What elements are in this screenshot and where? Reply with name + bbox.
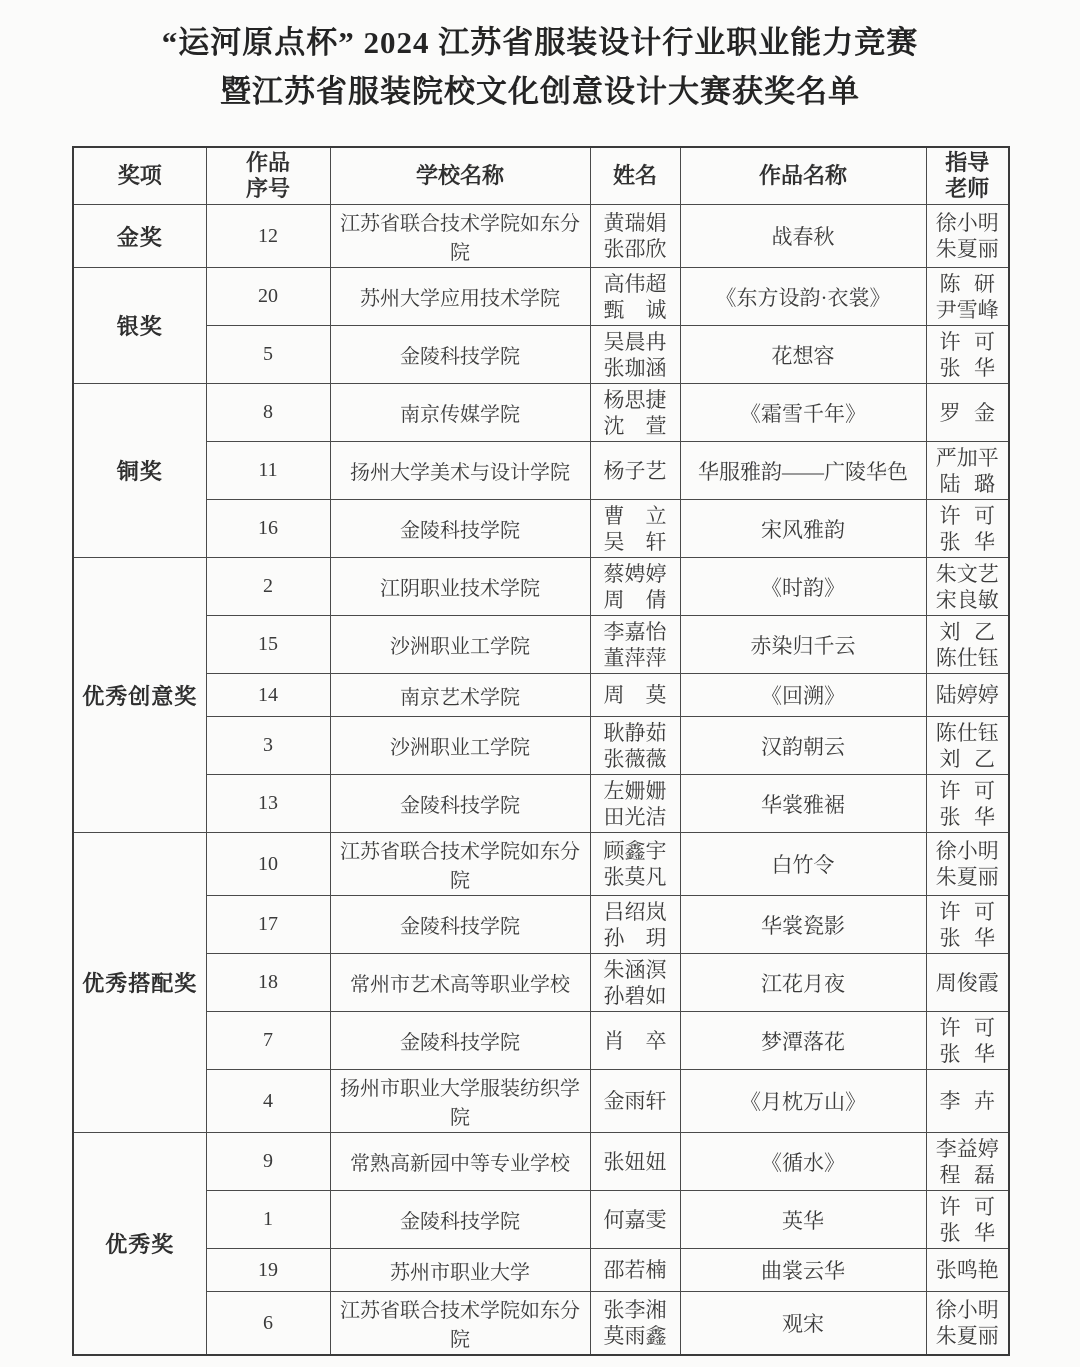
person-name	[594, 503, 677, 529]
person-name-part: 卒	[645, 1028, 667, 1053]
person-name: 张妞妞	[603, 1149, 667, 1174]
person-name: 蔡娉婷	[603, 561, 667, 586]
teacher-name-part: 金	[974, 400, 995, 425]
teacher-name-part: 乙	[974, 746, 995, 771]
table-body	[73, 205, 1009, 1356]
teacher-name	[930, 619, 1006, 645]
work-title-cell: 赤染归千云	[680, 616, 926, 674]
teacher-name-part: 罗	[939, 400, 961, 425]
table-row	[73, 1191, 1009, 1249]
awards-table	[72, 146, 1010, 1356]
col-header-name-line: 姓名	[612, 163, 657, 188]
work-title-cell: 曲裳云华	[680, 1249, 926, 1292]
teachers-cell	[926, 616, 1009, 674]
names-cell	[590, 384, 680, 442]
work-no-cell: 15	[206, 616, 330, 674]
teachers-cell	[926, 1249, 1009, 1292]
teachers-cell	[926, 1133, 1009, 1191]
teacher-name: 徐小明	[935, 211, 999, 235]
school-cell: 金陵科技学院	[330, 775, 590, 833]
teachers-cell	[926, 1012, 1009, 1070]
col-header-teacher-line: 指导	[945, 150, 990, 175]
work-title-cell: 白竹令	[680, 833, 926, 896]
work-title-cell: 梦潭落花	[680, 1012, 926, 1070]
person-name-part: 莫	[645, 683, 667, 707]
table-row	[73, 1292, 1009, 1356]
names-cell	[590, 205, 680, 268]
work-title-cell: 《时韵》	[680, 558, 926, 616]
person-name: 高伟超	[603, 271, 667, 296]
teachers-cell	[926, 500, 1009, 558]
teachers-cell	[926, 775, 1009, 833]
school-cell: 金陵科技学院	[330, 500, 590, 558]
table-row	[73, 1012, 1009, 1070]
person-name: 张珈涵	[603, 355, 667, 380]
teacher-name	[930, 400, 1006, 426]
table-row	[73, 442, 1009, 500]
teacher-name: 徐小明	[935, 839, 999, 863]
school-cell: 沙洲职业工学院	[330, 616, 590, 674]
person-name	[594, 682, 677, 708]
teacher-name	[930, 746, 1006, 772]
teacher-name-part: 张	[939, 804, 961, 829]
teacher-name-part: 华	[974, 355, 995, 380]
teacher-name: 朱文艺	[935, 561, 999, 586]
teachers-cell	[926, 833, 1009, 896]
work-title-cell: 《东方设韵·衣裳》	[680, 268, 926, 326]
award-group-cell: 铜奖	[73, 384, 206, 558]
school-cell: 苏州市职业大学	[330, 1249, 590, 1292]
col-header-award-line: 奖项	[117, 163, 162, 188]
person-name: 田光洁	[603, 804, 667, 829]
person-name: 杨思捷	[603, 387, 667, 412]
teacher-name	[930, 1220, 1006, 1246]
person-name	[594, 925, 677, 951]
work-no-cell: 12	[206, 205, 330, 268]
award-group-cell: 金奖	[73, 205, 206, 268]
teacher-name	[930, 1162, 1006, 1188]
teacher-name-part: 华	[974, 804, 995, 829]
school-cell: 金陵科技学院	[330, 896, 590, 954]
teacher-name-part: 张	[939, 529, 961, 554]
teacher-name	[930, 1015, 1006, 1041]
table-row	[73, 717, 1009, 775]
names-cell	[590, 326, 680, 384]
person-name: 黄瑞娟	[603, 211, 667, 235]
teacher-name-part: 许	[939, 778, 961, 803]
work-no-cell: 18	[206, 954, 330, 1012]
person-name: 何嘉雯	[603, 1207, 667, 1232]
person-name: 张薇薇	[603, 746, 667, 771]
work-title-cell: 花想容	[680, 326, 926, 384]
person-name: 李嘉怡	[603, 619, 667, 644]
school-cell: 江苏省联合技术学院如东分院	[330, 1292, 590, 1356]
col-header-award	[73, 147, 206, 205]
award-group-cell: 优秀创意奖	[73, 558, 206, 833]
work-no-cell: 8	[206, 384, 330, 442]
work-no-cell: 9	[206, 1133, 330, 1191]
school-cell: 扬州市职业大学服装纺织学院	[330, 1070, 590, 1133]
teacher-name: 李益婷	[935, 1136, 999, 1161]
names-cell	[590, 500, 680, 558]
teacher-name-part: 陈	[939, 271, 961, 296]
teacher-name-part: 华	[974, 529, 995, 554]
teacher-name-part: 可	[974, 899, 995, 924]
person-name: 顾鑫宇	[603, 839, 667, 863]
school-cell: 苏州大学应用技术学院	[330, 268, 590, 326]
person-name-part: 甄	[603, 297, 625, 322]
person-name: 朱涵溟	[603, 957, 667, 982]
teacher-name: 陆婷婷	[935, 683, 999, 707]
person-name-part: 肖	[603, 1028, 625, 1053]
teacher-name-part: 许	[939, 329, 961, 354]
teacher-name	[930, 503, 1006, 529]
teacher-name-part: 华	[974, 1041, 995, 1066]
work-title-cell: 《月枕万山》	[680, 1070, 926, 1133]
school-cell: 沙洲职业工学院	[330, 717, 590, 775]
teacher-name	[930, 925, 1006, 951]
person-name: 左姗姗	[603, 778, 667, 803]
teachers-cell	[926, 954, 1009, 1012]
table-row	[73, 775, 1009, 833]
names-cell	[590, 268, 680, 326]
teacher-name	[930, 471, 1006, 497]
names-cell	[590, 1012, 680, 1070]
teacher-name-part: 许	[939, 1015, 961, 1040]
names-cell	[590, 717, 680, 775]
teachers-cell	[926, 326, 1009, 384]
person-name: 张莫凡	[603, 865, 667, 889]
person-name	[594, 413, 677, 439]
names-cell	[590, 1070, 680, 1133]
teacher-name-part: 研	[974, 271, 995, 296]
title-line-1: “运河原点杯” 2024 江苏省服装设计行业职业能力竞赛	[161, 25, 919, 60]
work-no-cell: 1	[206, 1191, 330, 1249]
table-row	[73, 384, 1009, 442]
teachers-cell	[926, 717, 1009, 775]
names-cell	[590, 1249, 680, 1292]
teacher-name-part: 张	[939, 1220, 961, 1245]
names-cell	[590, 558, 680, 616]
teacher-name-part: 可	[974, 1015, 995, 1040]
work-title-cell: 英华	[680, 1191, 926, 1249]
work-title-cell: 华服雅韵——广陵华色	[680, 442, 926, 500]
teacher-name: 尹雪峰	[935, 297, 999, 322]
teacher-name-part: 刘	[939, 619, 961, 644]
names-cell	[590, 896, 680, 954]
work-no-cell: 5	[206, 326, 330, 384]
col-header-teacher	[926, 147, 1009, 205]
teacher-name	[930, 1041, 1006, 1067]
person-name-part: 沈	[603, 413, 625, 438]
teacher-name-part: 许	[939, 899, 961, 924]
teacher-name	[930, 899, 1006, 925]
table-row	[73, 896, 1009, 954]
school-cell: 金陵科技学院	[330, 1012, 590, 1070]
names-cell	[590, 616, 680, 674]
title-line-2: 暨江苏省服装院校文化创意设计大赛获奖名单	[220, 74, 860, 109]
school-cell: 常州市艺术高等职业学校	[330, 954, 590, 1012]
teacher-name	[930, 271, 1006, 297]
work-title-cell: 观宋	[680, 1292, 926, 1356]
teachers-cell	[926, 1292, 1009, 1356]
names-cell	[590, 775, 680, 833]
header-row	[73, 147, 1009, 205]
teacher-name-part: 可	[974, 329, 995, 354]
table-header	[73, 147, 1009, 205]
teacher-name: 周俊霞	[935, 970, 999, 995]
teacher-name-part: 许	[939, 1194, 961, 1219]
work-no-cell: 19	[206, 1249, 330, 1292]
work-title-cell: 华裳雅裾	[680, 775, 926, 833]
person-name-part: 轩	[645, 529, 667, 554]
work-title-cell: 战春秋	[680, 205, 926, 268]
col-header-work-line: 作品名称	[758, 163, 847, 188]
work-no-cell: 11	[206, 442, 330, 500]
col-header-no-line: 作品	[245, 150, 290, 175]
school-cell: 扬州大学美术与设计学院	[330, 442, 590, 500]
work-no-cell: 7	[206, 1012, 330, 1070]
person-name: 邵若楠	[603, 1258, 667, 1282]
teacher-name-part: 程	[939, 1162, 961, 1187]
col-header-school	[330, 147, 590, 205]
work-title-cell: 《霜雪千年》	[680, 384, 926, 442]
table-row	[73, 326, 1009, 384]
teacher-name-part: 卉	[974, 1089, 995, 1113]
teacher-name-part: 张	[939, 355, 961, 380]
work-no-cell: 6	[206, 1292, 330, 1356]
col-header-work	[680, 147, 926, 205]
document-title	[0, 18, 1080, 116]
table-row	[73, 1070, 1009, 1133]
person-name-part: 立	[645, 503, 667, 528]
work-title-cell: 华裳瓷影	[680, 896, 926, 954]
person-name-part: 诚	[645, 297, 667, 322]
teacher-name-part: 许	[939, 503, 961, 528]
teacher-name: 宋良敏	[935, 587, 999, 612]
work-no-cell: 20	[206, 268, 330, 326]
award-group-cell: 优秀奖	[73, 1133, 206, 1356]
teacher-name-part: 可	[974, 778, 995, 803]
table-row	[73, 616, 1009, 674]
table-row	[73, 500, 1009, 558]
teacher-name	[930, 355, 1006, 381]
teacher-name	[930, 529, 1006, 555]
work-no-cell: 17	[206, 896, 330, 954]
person-name: 董萍萍	[603, 645, 667, 670]
teacher-name	[930, 804, 1006, 830]
school-cell: 江苏省联合技术学院如东分院	[330, 205, 590, 268]
teacher-name: 陈仕钰	[935, 645, 999, 670]
teacher-name-part: 可	[974, 1194, 995, 1219]
teachers-cell	[926, 205, 1009, 268]
table-row	[73, 833, 1009, 896]
person-name	[594, 1028, 677, 1054]
work-title-cell: 汉韵朝云	[680, 717, 926, 775]
col-header-no-line: 序号	[245, 176, 290, 201]
teacher-name-part: 李	[939, 1089, 961, 1113]
teacher-name: 徐小明	[935, 1298, 999, 1322]
work-no-cell: 2	[206, 558, 330, 616]
person-name	[594, 587, 677, 613]
person-name: 孙碧如	[603, 983, 667, 1008]
col-header-name	[590, 147, 680, 205]
person-name: 张邵欣	[603, 237, 667, 261]
person-name-part: 周	[603, 683, 625, 707]
names-cell	[590, 954, 680, 1012]
award-group-cell: 优秀搭配奖	[73, 833, 206, 1133]
teacher-name-part: 张	[939, 925, 961, 950]
names-cell	[590, 442, 680, 500]
work-title-cell: 《循水》	[680, 1133, 926, 1191]
teacher-name-part: 张	[939, 1041, 961, 1066]
teacher-name: 朱夏丽	[935, 1324, 999, 1348]
table-row	[73, 1249, 1009, 1292]
person-name-part: 吴	[603, 529, 625, 554]
table-row	[73, 1133, 1009, 1191]
teacher-name-part: 华	[974, 1220, 995, 1245]
person-name: 吴晨冉	[603, 329, 667, 354]
teacher-name-part: 乙	[974, 619, 995, 644]
names-cell	[590, 1133, 680, 1191]
work-no-cell: 14	[206, 674, 330, 717]
teacher-name	[930, 329, 1006, 355]
teacher-name	[930, 778, 1006, 804]
teacher-name	[930, 1088, 1006, 1114]
table-row	[73, 268, 1009, 326]
person-name: 吕绍岚	[603, 899, 667, 924]
work-title-cell: 江花月夜	[680, 954, 926, 1012]
person-name: 金雨轩	[603, 1089, 667, 1113]
school-cell: 金陵科技学院	[330, 1191, 590, 1249]
teachers-cell	[926, 442, 1009, 500]
person-name-part: 倩	[645, 587, 667, 612]
teacher-name-part: 刘	[939, 746, 961, 771]
person-name-part: 玥	[645, 925, 667, 950]
school-cell: 金陵科技学院	[330, 326, 590, 384]
teachers-cell	[926, 896, 1009, 954]
teachers-cell	[926, 674, 1009, 717]
names-cell	[590, 674, 680, 717]
work-no-cell: 13	[206, 775, 330, 833]
teachers-cell	[926, 384, 1009, 442]
teacher-name: 陈仕钰	[935, 720, 999, 745]
names-cell	[590, 1191, 680, 1249]
teacher-name	[930, 1194, 1006, 1220]
teacher-name: 朱夏丽	[935, 237, 999, 261]
teacher-name: 严加平	[935, 445, 999, 470]
teacher-name-part: 璐	[974, 471, 995, 496]
school-cell: 江阴职业技术学院	[330, 558, 590, 616]
person-name-part: 孙	[603, 925, 625, 950]
work-no-cell: 3	[206, 717, 330, 775]
school-cell: 常熟高新园中等专业学校	[330, 1133, 590, 1191]
teachers-cell	[926, 1070, 1009, 1133]
person-name	[594, 529, 677, 555]
person-name: 杨子艺	[603, 458, 667, 483]
person-name-part: 萱	[645, 413, 667, 438]
work-title-cell: 《回溯》	[680, 674, 926, 717]
teacher-name-part: 可	[974, 503, 995, 528]
table-row	[73, 954, 1009, 1012]
school-cell: 南京传媒学院	[330, 384, 590, 442]
work-no-cell: 10	[206, 833, 330, 896]
teacher-name-part: 华	[974, 925, 995, 950]
person-name: 张李湘	[603, 1298, 667, 1322]
table-row	[73, 558, 1009, 616]
table-row	[73, 674, 1009, 717]
col-header-no	[206, 147, 330, 205]
teacher-name: 朱夏丽	[935, 865, 999, 889]
school-cell: 南京艺术学院	[330, 674, 590, 717]
teachers-cell	[926, 558, 1009, 616]
names-cell	[590, 1292, 680, 1356]
col-header-school-line: 学校名称	[415, 163, 504, 188]
col-header-teacher-line: 老师	[945, 176, 990, 201]
work-title-cell: 宋风雅韵	[680, 500, 926, 558]
award-group-cell: 银奖	[73, 268, 206, 384]
person-name-part: 周	[603, 587, 625, 612]
work-no-cell: 16	[206, 500, 330, 558]
work-no-cell: 4	[206, 1070, 330, 1133]
teacher-name-part: 磊	[974, 1162, 995, 1187]
person-name-part: 曹	[603, 503, 625, 528]
school-cell: 江苏省联合技术学院如东分院	[330, 833, 590, 896]
teachers-cell	[926, 268, 1009, 326]
table-row	[73, 205, 1009, 268]
teacher-name: 张鸣艳	[935, 1258, 999, 1282]
teachers-cell	[926, 1191, 1009, 1249]
person-name	[594, 297, 677, 323]
person-name: 莫雨鑫	[603, 1324, 667, 1348]
teacher-name-part: 陆	[939, 471, 961, 496]
person-name: 耿静茹	[603, 720, 667, 745]
names-cell	[590, 833, 680, 896]
